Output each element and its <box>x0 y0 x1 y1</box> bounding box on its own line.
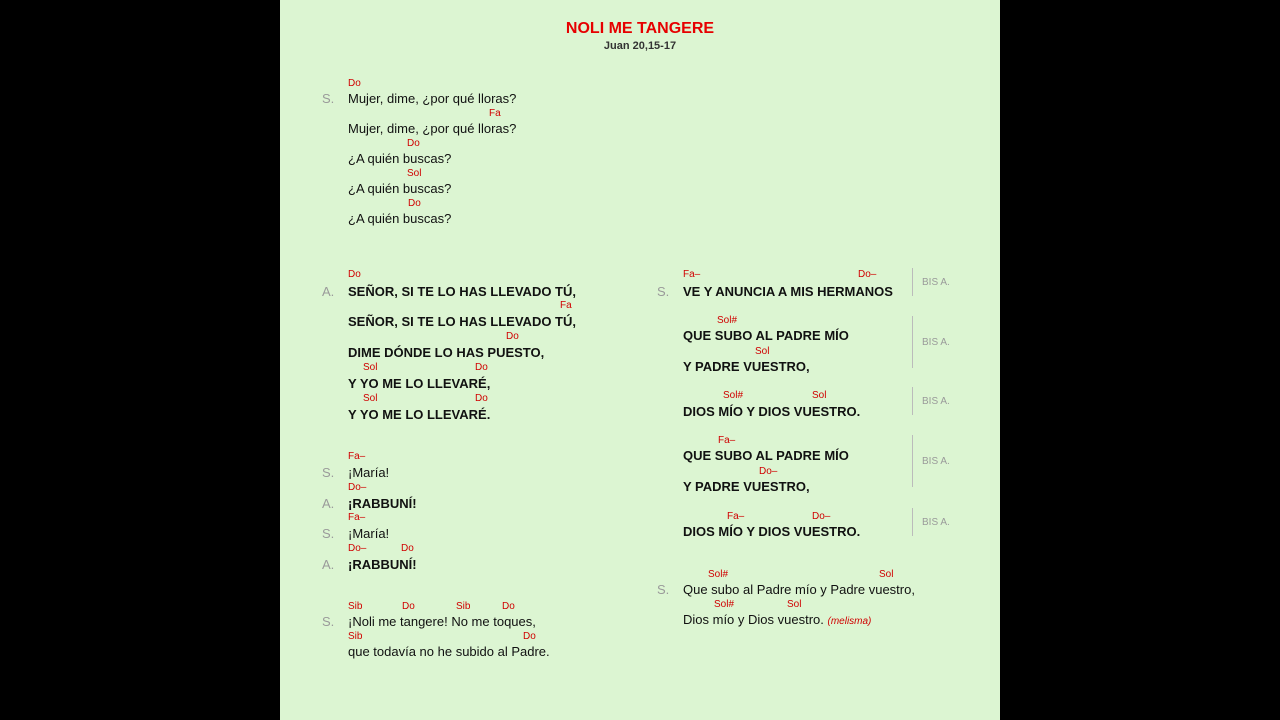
chord: Do <box>348 269 361 280</box>
lyric-line: ¡RABBUNÍ! <box>348 557 417 572</box>
lyric-line: que todavía no he subido al Padre. <box>348 644 550 659</box>
chord: Do <box>401 543 414 554</box>
role-label: S. <box>322 91 335 106</box>
lyric-line: ¡María! <box>348 465 390 480</box>
chord: Do <box>475 393 488 404</box>
repeat-bar <box>912 316 913 368</box>
chord: Sib <box>456 601 471 612</box>
lyric-line: Y PADRE VUESTRO, <box>683 479 810 494</box>
chord: Sib <box>348 601 363 612</box>
lyric-line: Y PADRE VUESTRO, <box>683 359 810 374</box>
lyric-line: DIOS MÍO Y DIOS VUESTRO. <box>683 524 861 539</box>
chord: Fa– <box>348 451 366 462</box>
role-label: A. <box>322 557 335 572</box>
lyric-line: DIOS MÍO Y DIOS VUESTRO. <box>683 404 861 419</box>
lyric-line: SEÑOR, SI TE LO HAS LLEVADO TÚ, <box>348 284 576 299</box>
role-label: S. <box>322 526 335 541</box>
chord: Do– <box>858 269 877 280</box>
chord: Sol <box>812 390 827 401</box>
lyric-line: Mujer, dime, ¿por qué lloras? <box>348 91 517 106</box>
chord: Do <box>506 331 519 342</box>
lyric-line: Que subo al Padre mío y Padre vuestro, <box>683 582 915 597</box>
chord: Sol <box>363 362 378 373</box>
chord: Do <box>348 78 361 89</box>
lyric-line: ¡RABBUNÍ! <box>348 496 417 511</box>
chord: Do– <box>348 543 367 554</box>
lyric-line: Mujer, dime, ¿por qué lloras? <box>348 121 517 136</box>
repeat-bar <box>912 435 913 487</box>
lyric-line: QUE SUBO AL PADRE MÍO <box>683 448 849 463</box>
lyric-line: ¡María! <box>348 526 390 541</box>
repeat-bar <box>912 387 913 415</box>
chord: Do <box>402 601 415 612</box>
repeat-label: BIS A. <box>922 277 950 288</box>
chord: Do– <box>348 482 367 493</box>
role-label: S. <box>322 614 335 629</box>
role-label: A. <box>322 496 335 511</box>
chord: Sol <box>407 168 422 179</box>
song-reference: Juan 20,15-17 <box>603 40 677 52</box>
chord: Do– <box>759 466 778 477</box>
chord: Fa <box>560 300 572 311</box>
song-sheet <box>280 0 1000 720</box>
song-title: NOLI ME TANGERE <box>565 20 715 37</box>
chord: Sol <box>363 393 378 404</box>
repeat-label: BIS A. <box>922 517 950 528</box>
lyric-line: Y YO ME LO LLEVARÉ, <box>348 376 491 391</box>
chord: Sol <box>755 346 770 357</box>
lyric-line: Y YO ME LO LLEVARÉ. <box>348 407 491 422</box>
chord: Fa– <box>683 269 701 280</box>
role-label: S. <box>322 465 335 480</box>
repeat-label: BIS A. <box>922 396 950 407</box>
repeat-bar <box>912 268 913 296</box>
chord: Fa– <box>348 512 366 523</box>
chord: Do <box>407 138 420 149</box>
role-label: S. <box>657 284 670 299</box>
lyric-line: ¿A quién buscas? <box>348 181 452 196</box>
repeat-label: BIS A. <box>922 337 950 348</box>
chord: Do <box>502 601 515 612</box>
repeat-bar <box>912 508 913 536</box>
lyric-line: SEÑOR, SI TE LO HAS LLEVADO TÚ, <box>348 314 576 329</box>
chord: Sol <box>879 569 894 580</box>
melisma-note: (melisma) <box>827 616 872 627</box>
chord: Fa <box>489 108 501 119</box>
lyric-line: ¿A quién buscas? <box>348 211 452 226</box>
role-label: S. <box>657 582 670 597</box>
lyric-line: ¿A quién buscas? <box>348 151 452 166</box>
chord: Sol# <box>708 569 729 580</box>
chord: Sol# <box>723 390 744 401</box>
lyric-line: VE Y ANUNCIA A MIS HERMANOS <box>683 284 893 299</box>
chord: Do <box>408 198 421 209</box>
chord: Sol <box>787 599 802 610</box>
chord: Sol# <box>717 315 738 326</box>
role-label: A. <box>322 284 335 299</box>
chord: Do <box>475 362 488 373</box>
lyric-line: QUE SUBO AL PADRE MÍO <box>683 328 849 343</box>
chord: Do <box>523 631 536 642</box>
chord: Do– <box>812 511 831 522</box>
lyric-line: ¡Noli me tangere! No me toques, <box>348 614 536 629</box>
chord: Sib <box>348 631 363 642</box>
repeat-label: BIS A. <box>922 456 950 467</box>
lyric-text: Dios mío y Dios vuestro. <box>683 612 824 627</box>
chord: Fa– <box>727 511 745 522</box>
lyric-line: DIME DÓNDE LO HAS PUESTO, <box>348 345 545 360</box>
chord: Fa– <box>718 435 736 446</box>
lyric-line <box>683 612 871 627</box>
chord: Sol# <box>714 599 735 610</box>
